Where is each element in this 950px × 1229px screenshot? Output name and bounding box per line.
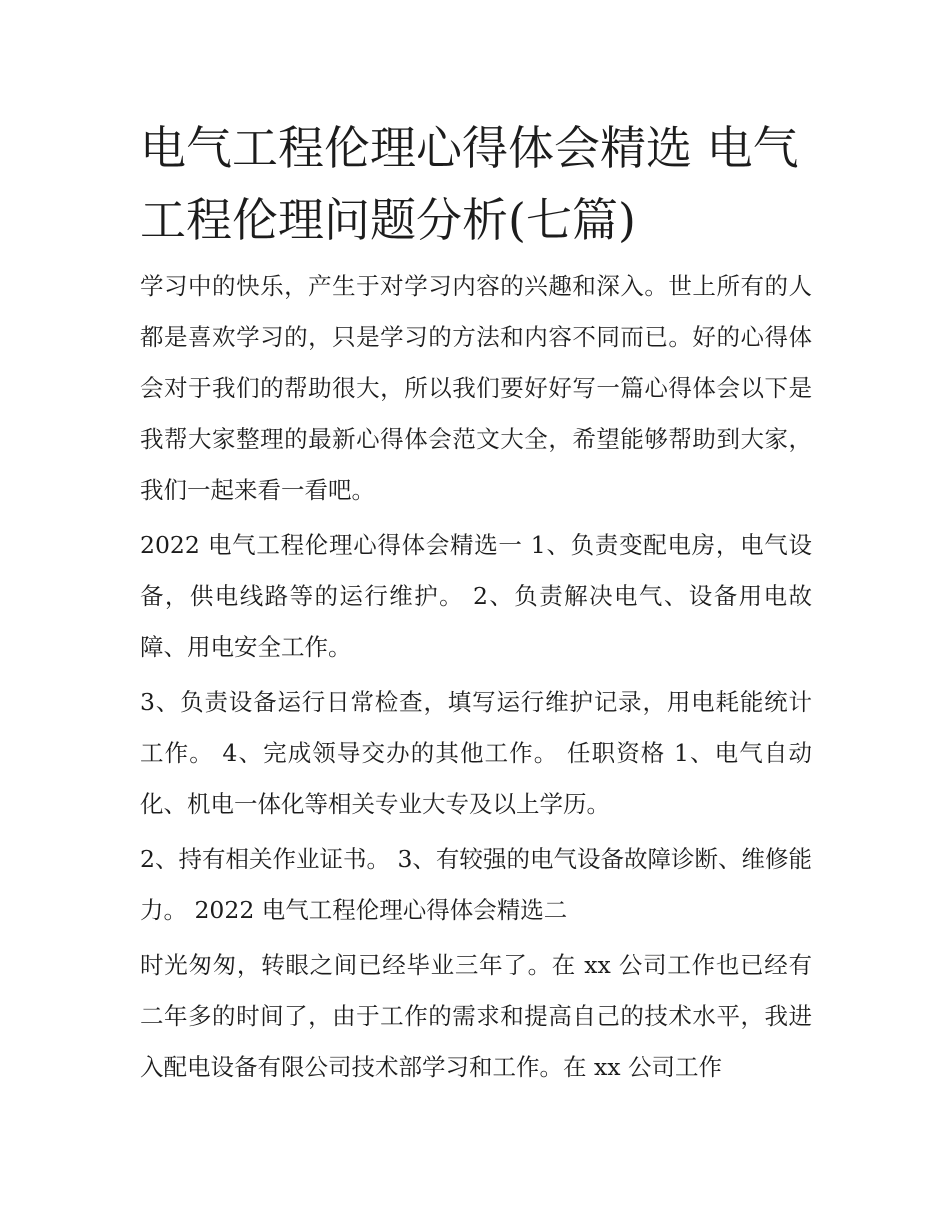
paragraph-duties: 3、负责设备运行日常检查，填写运行维护记录，用电耗能统计工作。 4、完成领导交办的其他工作。 任职资格 1、电气自动化、机电一体化等相关专业大专及以上学历。 [140,688,812,818]
paragraph-intro: 学习中的快乐，产生于对学习内容的兴趣和深入。世上所有的人都是喜欢学习的，只是学习的方法和内容不同而已。好的心得体会对于我们的帮助很大，所以我们要好好写一篇心得体会以下是我帮大家整理的最新心得体会范文大全，希望能够帮助到大家，我们一起来看一看吧。 [140,272,812,504]
paragraph-section-one: 2022 电气工程伦理心得体会精选一 1、负责变配电房，电气设备，供电线路等的运行维护。 2、负责解决电气、设备用电故障、用电安全工作。 [140,531,812,661]
document-body [140,112,812,1093]
paragraph-section-two: 时光匆匆，转眼之间已经毕业三年了。在 xx 公司工作也已经有二年多的时间了，由于工作的需求和提高自己的技术水平，我进入配电设备有限公司技术部学习和工作。在 xx 公司工作 [140,951,812,1081]
document-title: 电气工程伦理心得体会精选 电气工程伦理问题分析(七篇) [140,121,799,247]
paragraph-qualifications: 2、持有相关作业证书。 3、有较强的电气设备故障诊断、维修能力。 2022 电气工程伦理心得体会精选二 [140,845,812,924]
